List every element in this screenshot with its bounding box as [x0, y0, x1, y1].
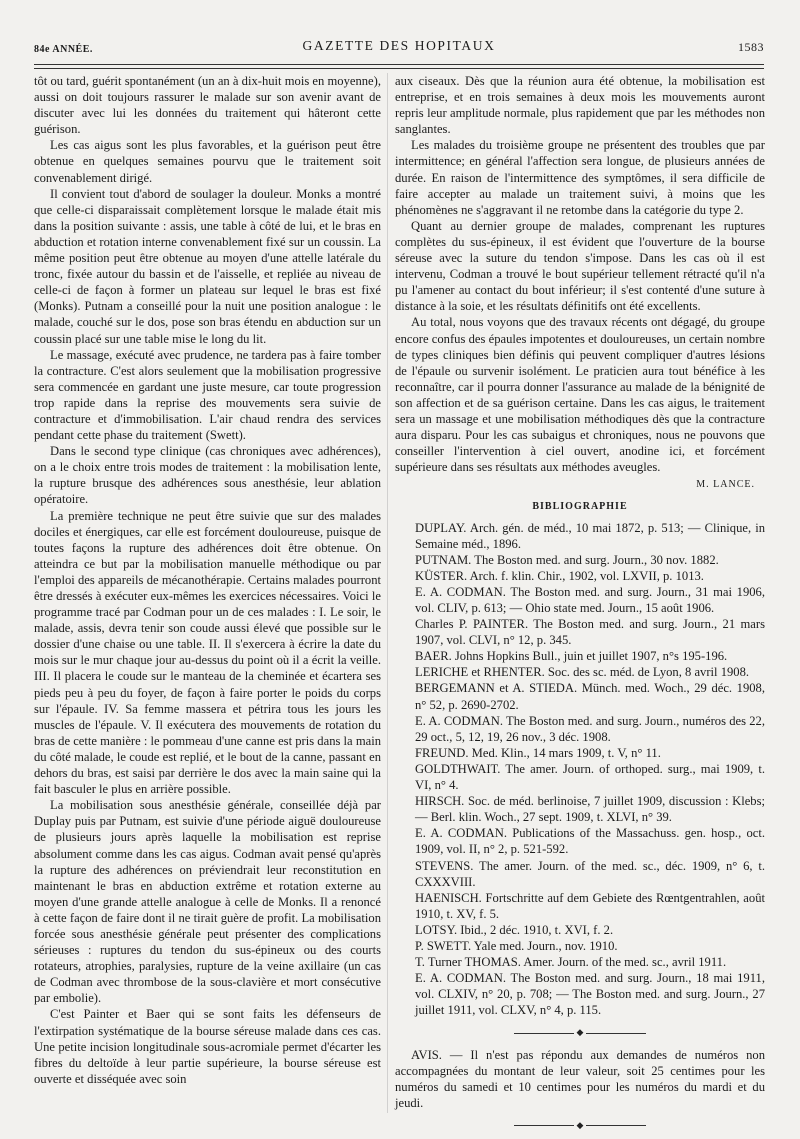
bibliography-entry: E. A. CODMAN. The Boston med. and surg. Journ., 18 mai 1911, vol. CLXIV, n° 20, p. 708; — The Boston med. and surg. Journ., 27 juillet 1911, vol. CLXV, n° 4, p. 115.	[415, 971, 765, 1018]
page-number: 1583	[738, 40, 764, 54]
bibliography-entry: E. A. CODMAN. The Boston med. and surg. Journ., 31 mai 1906, vol. CLIV, p. 613; — Ohio state med. Journ., 15 août 1906.	[415, 584, 765, 615]
paragraph: aux ciseaux. Dès que la réunion aura été obtenue, la mobilisation est entreprise, et en trois semaines à deux mois les mouvements auront repris leur amplitude normale, plus rapidement que par les méthodes non sanglantes.	[395, 74, 765, 137]
bibliography-entry: E. A. CODMAN. Publications of the Massachuss. gen. hosp., oct. 1909, vol. II, n° 2, p. 521-592.	[415, 826, 765, 857]
bibliography-list	[395, 520, 765, 1019]
bibliography-entry: STEVENS. The amer. Journ. of the med. sc., déc. 1909, n° 6, t. CXXXVIII.	[415, 858, 765, 889]
paragraph: Le massage, exécuté avec prudence, ne tardera pas à faire tomber la contracture. C'est alors seulement que la mobilisation progressive sera commencée en gardant une juste mesure, car toute progression trop rapide dans la reprise des mouvements sera suivie de contracture et d'immobilisation. L'air chaud rendra des services pendant cette phase du traitement (Swett).	[34, 347, 381, 443]
ornament-divider-end: ◆	[395, 1117, 765, 1133]
bibliography-entry: T. Turner THOMAS. Amer. Journ. of the med. sc., avril 1911.	[415, 955, 727, 970]
bibliography-entry: Charles P. PAINTER. The Boston med. and surg. Journ., 21 mars 1907, vol. CLVI, n° 12, p. 345.	[415, 617, 765, 648]
ornament-divider: ◆	[395, 1024, 765, 1040]
bibliography-title: BIBLIOGRAPHIE	[532, 501, 628, 513]
bibliography-entry: PUTNAM. The Boston med. and surg. Journ., 30 nov. 1882.	[415, 552, 719, 567]
left-column	[34, 73, 381, 1087]
issue-year: 84e ANNÉE.	[34, 44, 93, 55]
bibliography-entry: KÜSTER. Arch. f. klin. Chir., 1902, vol. LXVII, p. 1013.	[415, 568, 704, 583]
bibliography-entry: FREUND. Med. Klin., 14 mars 1909, t. V, n° 11.	[415, 745, 661, 760]
header-rule	[34, 64, 764, 65]
page-header	[34, 38, 764, 60]
header-rule-double	[34, 68, 764, 69]
paragraph: Il convient tout d'abord de soulager la douleur. Monks a montré que celle-ci disparaissait complètement lorsque le malade était mis dans la position suivante : assis, une table à côté de lui, et le bras en abduction et rotation interne convenablement fixé sur un coussin. La même position peut être obtenue au moyen d'une attelle latérale du tronc, fixée autour du bassin et de l'aisselle, et repliée au niveau de celle-ci de façon à former un plateau sur lequel le bras est fixé (Monks). Putnam a conseillé pour la nuit une position analogue : le malade, couché sur le dos, pose son bras étendu en abduction sur un coussin placé sur une table mise le long du lit.	[34, 186, 381, 346]
paragraph: Au total, nous voyons que des travaux récents ont dégagé, du groupe encore confus des épaules impotentes et douloureuses, un certain nombre de types cliniques bien définis qui peuvent compliquer d'autres lésions de l'épaule ou survenir isolément. Le praticien aura tout bénéfice à les reconnaître, car il pourra donner l'assurance au malade de la bénignité de son affection et de sa guérison certaine. Dans les cas aigus, le traitement sera un massage et une mobilisation méthodiques dès que la contracture aura disparu. Pour les cas subaigus et chroniques, nous ne pouvons que conseiller l'intervention à ciel ouvert, anodine ici, et forcément supérieure dans ses résultats aux méthodes aveugles.	[395, 315, 765, 475]
notice-avis: AVIS. — Il n'est pas répondu aux demandes de numéros non accompagnées du montant de leur valeur, soit 25 centimes pour les numéros du samedi et 10 centimes pour les numéros du mardi et du jeudi.	[395, 1047, 765, 1110]
bibliography-entry: E. A. CODMAN. The Boston med. and surg. Journ., numéros des 22, 29 oct., 5, 12, 19, 26 nov., 3 déc. 1908.	[415, 713, 765, 744]
bibliography-entry: BAER. Johns Hopkins Bull., juin et juillet 1907, n°s 195-196.	[415, 649, 728, 664]
paragraph: La première technique ne peut être suivie que sur des malades dociles et énergiques, car elle est forcément douloureuse, puisque de toutes façons la rupture des adhérences doit être obtenue. On atteindra ce but par la mobilisation manuelle méthodique ou par l'emploi des appareils de mécanothérapie. Certains malades pourront être dressés à exécuter eux-mêmes les exercices nécessaires. Voici le programme tracé par Codman pour un de ces malades : I. Le soir, le malade, assis, devra tenir son coude aussi élevé que possible sur le dossier d'une chaise ou une table. II. Il s'exercera à écrire la date du mois sur le mur chaque jour au-dessus du point où il a écrit la veille. III. Il placera le coude sur le manteau de la cheminée et écartera ses pieds peu à peu du foyer, de façon à faire porter le poids du corps sur l'épaule. IV. Sa femme massera et pétrira tous les jours les muscles de l'épaule. V. Il exécutera des mouvements de rotation du bras de cette manière : le pommeau d'une canne est pris dans la main du côté malade, le coude est replié, et le bout de la canne, passant en dehors du bras, est saisi par derrière le dos avec la main saine qui la fait basculer le plus en arrière possible.	[34, 508, 381, 797]
paragraph: Les malades du troisième groupe ne présentent des troubles que par intermittence; en général l'affection sera longue, de plusieurs années de durée. En raison de l'intermittence des symptômes, il sera difficile de faire accepter au malade un traitement suivi, à moins que les phénomènes ne s'aggravant il ne retombe dans la catégorie du type 2.	[395, 138, 765, 217]
column-divider	[387, 73, 388, 1113]
paragraph: tôt ou tard, guérit spontanément (un an à dix-huit mois en moyenne), aussi on doit toujours rassurer le malade sur son avenir avant de discuter avec lui les données du traitement qui hâteront cette guérison.	[34, 74, 381, 137]
paragraph: C'est Painter et Baer qui se sont faits les défenseurs de l'extirpation systématique de la bourse séreuse malade dans ces cas. Une petite incision longitudinale sous-acromiale permet d'écarter les fibres du deltoïde à leur partie supérieure, la bourse séreuse est ouverte et disséquée avec soin	[34, 1007, 381, 1086]
bibliography-entry: DUPLAY. Arch. gén. de méd., 10 mai 1872, p. 513; — Clinique, in Semaine méd., 1896.	[415, 520, 765, 551]
author-signature: M. LANCE.	[696, 479, 755, 491]
bibliography-entry: LERICHE et RHENTER. Soc. des sc. méd. de Lyon, 8 avril 1908.	[415, 665, 750, 680]
paragraph: Quant au dernier groupe de malades, comprenant les ruptures complètes du sus-épineux, il est évident que l'ouverture de la bourse séreuse avec la suture du tendon s'impose. Dans les cas où il est intervenu, Codman a trouvé le bout supérieur tellement rétracté qu'il n'a pu l'amener au contact du bout inférieur; il s'est contenté d'une suture à distance à la soie, et les résultats définitifs ont été excellents.	[395, 218, 765, 314]
bibliography-entry: HAENISCH. Fortschritte auf dem Gebiete des Rœntgentrahlen, août 1910, t. XV, f. 5.	[415, 890, 765, 921]
bibliography-entry: HIRSCH. Soc. de méd. berlinoise, 7 juillet 1909, discussion : Klebs; — Berl. klin. Woch., 27 sept. 1909, t. XLVI, n° 39.	[415, 794, 765, 825]
bibliography-entry: BERGEMANN et A. STIEDA. Münch. med. Woch., 29 déc. 1908, n° 52, p. 2690-2702.	[415, 681, 765, 712]
bibliography-entry: P. SWETT. Yale med. Journ., nov. 1910.	[415, 938, 618, 953]
bibliography-entry: GOLDTHWAIT. The amer. Journ. of orthoped. surg., mai 1909, t. VI, n° 4.	[415, 761, 765, 793]
bibliography-entry: LOTSY. Ibid., 2 déc. 1910, t. XVI, f. 2.	[415, 922, 614, 937]
paragraph: Les cas aigus sont les plus favorables, et la guérison peut être obtenue en quelques semaines pourvu que le traitement soit convenablement dirigé.	[34, 138, 381, 185]
journal-title: GAZETTE DES HOPITAUX	[302, 38, 496, 53]
paragraph: La mobilisation sous anesthésie générale, conseillée déjà par Duplay puis par Putnam, est suivie d'une période aiguë douloureuse de plusieurs jours après laquelle la mobilisation est reprise absolument comme dans les cas aigus. Codman avait pensé qu'après la rupture des adhérences on préviendrait leur reconstitution en maintenant le bras en abduction extrême et rotation externe au moyen d'une grande attelle analogue à celle de Monks. Il a renoncé à cette façon de faire dont il ne tirait guère de profit. La mobilisation forcée sous anesthésie générale peut présenter des complications sérieuses : ruptures du tendon du sus-épineux ou des courts rotateurs, atrophies, paralysies, rupture de la veine axillaire (un cas de Codman avec thrombose de la sous-clavière et mort consécutive par embolie).	[34, 798, 381, 1006]
paragraph: Dans le second type clinique (cas chroniques avec adhérences), on a le choix entre trois modes de traitement : la mobilisation lente, la rupture brusque des adhérences sous anesthésie, leur ablation opératoire.	[34, 444, 381, 507]
right-column	[395, 73, 765, 1139]
